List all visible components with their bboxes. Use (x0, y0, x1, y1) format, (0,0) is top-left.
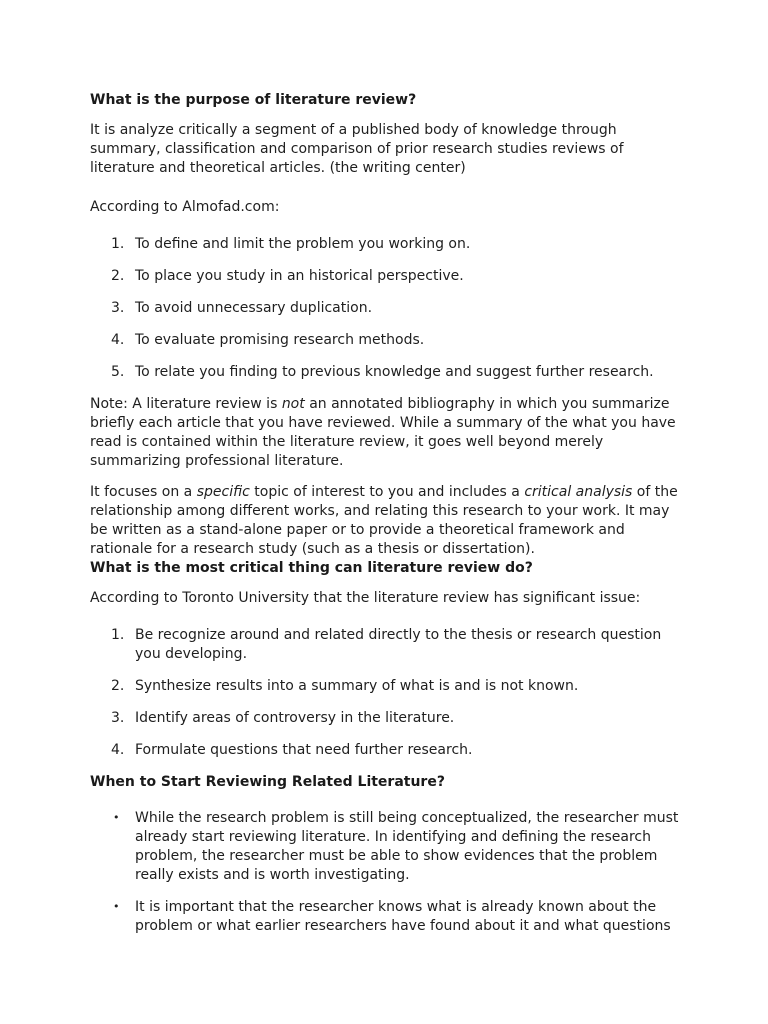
list-item: 1. Be recognize around and related directly to the thesis or research question you developing. (111, 627, 662, 662)
document-body (90, 89, 682, 936)
paragraph-according-almofad: According to Almofad.com: (90, 199, 280, 215)
paragraph-definition: It is analyze critically a segment of a published body of knowledge through summary, classification and comparison of prior research studies reviews of literature and theoretical articles. (the writing center) (90, 122, 624, 176)
list-item: • It is important that the researcher knows what is already known about the problem or what earlier researchers have found about it and what questions (113, 899, 671, 934)
heading-purpose: What is the purpose of literature review? (90, 92, 417, 108)
list-item: • While the research problem is still being conceptualized, the researcher must already start reviewing literature. In identifying and defining the research problem, the researcher must be able to show evidences that the problem really exists and is worth investigating. (113, 810, 679, 883)
paragraph-according-toronto: According to Toronto University that the literature review has significant issue: (90, 590, 641, 606)
bullet-icon: • (113, 811, 120, 824)
reasons-list (90, 809, 682, 936)
heading-critical-thing: What is the most critical thing can literature review do? (90, 560, 533, 576)
list-item: 4. Formulate questions that need further research. (111, 742, 473, 758)
issues-list (90, 626, 682, 760)
list-item: 3. To avoid unnecessary duplication. (111, 300, 373, 316)
list-item: 5. To relate you finding to previous knowledge and suggest further research. (111, 364, 654, 380)
paragraph-note: Note: A literature review is not an annotated bibliography in which you summarize briefly each article that you have reviewed. While a summary of the what you have read is contained within the literature review, it goes well beyond merely summarizing professional literature. (90, 396, 676, 469)
paragraph-focus: It focuses on a specific topic of interest to you and includes a critical analysis of the relationship among different works, and relating this research to your work. It may be written as a stand-alone paper or to provide a theoretical framework and rationale for a research study (such as a thesis or dissertation). (90, 484, 678, 557)
purpose-list (90, 235, 682, 382)
bullet-icon: • (113, 900, 120, 913)
heading-when-to-start: When to Start Reviewing Related Literature? (90, 774, 445, 790)
list-item: 2. Synthesize results into a summary of what is and is not known. (111, 678, 579, 694)
list-item: 2. To place you study in an historical perspective. (111, 268, 464, 284)
list-item: 3. Identify areas of controversy in the literature. (111, 710, 455, 726)
list-item: 4. To evaluate promising research methods. (111, 332, 425, 348)
list-item: 1. To define and limit the problem you working on. (111, 236, 471, 252)
